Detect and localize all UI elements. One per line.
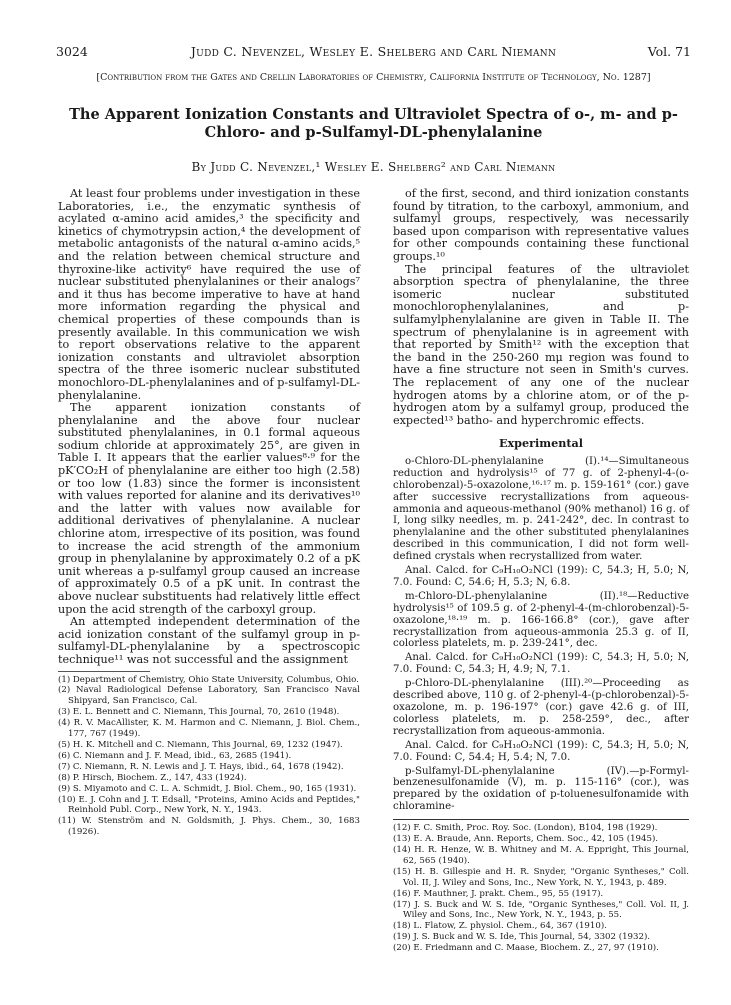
- footnote: (4) R. V. MacAllister, K. M. Harmon and C. Niemann, J. Biol. Chem., 177, 767 (1949).: [58, 718, 360, 740]
- footnote: (5) H. K. Mitchell and C. Niemann, This Journal, 69, 1232 (1947).: [58, 740, 343, 750]
- running-authors: Judd C. Nevenzel, Wesley E. Shelberg and Carl Niemann: [190, 44, 557, 59]
- experimental-section: [393, 456, 689, 813]
- footnote: (1) Department of Chemistry, Ohio State University, Columbus, Ohio.: [58, 674, 359, 685]
- footnote: (13) E. A. Braude, Ann. Reports, Chem. Soc., 42, 105 (1945).: [393, 834, 659, 845]
- footnotes-right: [393, 819, 689, 954]
- paragraph: An attempted independent determination of the acid ionization constant of the sulfamyl group in p-sulfamyl-DL-phenylalanine by a spectroscopic technique¹¹ was not successful and the assignment: [58, 615, 360, 666]
- footnote-divider: [58, 671, 150, 672]
- footnote: (10) E. J. Cohn and J. T. Edsall, "Proteins, Amino Acids and Peptides," Reinhold Publ. Corp., New York, N. Y., 1943.: [58, 794, 360, 816]
- footnote: (9) S. Miyamoto and C. L. A. Schmidt, J. Biol. Chem., 90, 165 (1931).: [58, 783, 357, 794]
- footnote: (7) C. Niemann, R. N. Lewis and J. T. Hays, ibid., 64, 1678 (1942).: [58, 761, 344, 772]
- footnote: (11) W. Stenström and N. Goldsmith, J. Phys. Chem., 30, 1683 (1926).: [58, 816, 360, 838]
- paragraph: o-Chloro-DL-phenylalanine (I).¹⁴—Simultaneous reduction and hydrolysis¹⁵ of 77 g. of 2-phenyl-4-(o-chlorobenzal)-5-oxazolone,¹⁶·¹⁷ m. p. 159-161° (cor.) gave after successive recrystallizations from aqueous-ammonia and aqueous-methanol (90% methanol) 16 g. of I, long silky needles, m. p. 241-242°, dec. In contrast to phenylalanine and the other substituted phenylalanines described in this communication, I did not form well-defined crystals when recrystallized from water.: [393, 455, 689, 563]
- paragraph: p-Sulfamyl-DL-phenylalanine (IV).—p-Formyl-benzenesulfonamide (V), m. p. 115-116° (cor.), was prepared by the oxidation of p-toluenesulfonamide with chloramine-: [393, 765, 689, 813]
- footnote: (18) L. Flatow, Z. physiol. Chem., 64, 367 (1910).: [393, 921, 607, 932]
- footnote: (2) Naval Radiological Defense Laboratory, San Francisco Naval Shipyard, San Francisco, Cal.: [58, 685, 360, 707]
- paragraph: At least four problems under investigation in these Laboratories, i.e., the enzymatic synthesis of acylated α-amino acid amides,³ the specificity and kinetics of chymotrypsin action,⁴ the development of metabolic antagonists of the natural α-amino acids,⁵ and the relation between chemical structure and thyroxine-like activity⁶ have required the use of nuclear substituted phenylalanines or their analogs⁷ and it thus has become imperative to have at hand more information regarding the physical and chemical properties of these compounds than is presently available. In this communication we wish to report observations relative to the apparent ionization constants and ultraviolet absorption spectra of the three isomeric nuclear substituted monochloro-DL-phenylalanines and of p-sulfamyl-DL-phenylalanine.: [58, 187, 360, 402]
- paragraph: The apparent ionization constants of phenylalanine and the above four nuclear substituted phenylalanines, in 0.1 formal aqueous sodium chloride at approximately 25°, are given in Table I. It appears that the earlier values⁸·⁹ for the pK′CO₂H of phenylalanine are either too high (2.58) or too low (1.83) since the former is inconsistent with values reported for alanine and its derivatives¹⁰ and the latter with values now available for additional derivatives of phenylalanine. A nuclear chlorine atom, irrespective of its position, was found to increase the acid strength of the ammonium group in phenylalanine by approximately 0.2 of a pK unit whereas a p-sulfamyl group caused an increase of approximately 0.5 of a pK unit. In contrast the above nuclear substituents had relatively little effect upon the acid strength of the carboxyl group.: [58, 401, 360, 616]
- section-heading: Experimental: [498, 436, 584, 451]
- analysis-line: Anal. Calcd. for C₉H₁₀O₂NCl (199): C, 54.3; H, 5.0; N, 7.0. Found: C, 54.4; H, 5.4; N, 7.0.: [393, 739, 689, 763]
- paragraph: of the first, second, and third ionization constants found by titration, to the carboxyl, ammonium, and sulfamyl groups, respectively, was necessarily based upon comparison with representative values for other compounds containing these functional groups.¹⁰: [393, 187, 689, 263]
- footnote: (3) E. L. Bennett and C. Niemann, This Journal, 70, 2610 (1948).: [58, 707, 340, 718]
- analysis-line: Anal. Calcd. for C₉H₁₀O₂NCl (199): C, 54.3; H, 5.0; N, 7.0. Found: C, 54.3; H, 4.9; N, 7.1.: [393, 652, 689, 676]
- article-title: The Apparent Ionization Constants and Ultraviolet Spectra of o-, m- and p-Chloro- and p-Sulfamyl-DL-phenylalanine: [69, 106, 678, 141]
- footnote: (12) F. C. Smith, Proc. Roy. Soc. (London), B104, 198 (1929).: [393, 823, 658, 834]
- footnote: (8) P. Hirsch, Biochem. Z., 147, 433 (1924).: [58, 772, 247, 783]
- footnote: (6) C. Niemann and J. F. Mead, ibid., 63, 2685 (1941).: [58, 750, 292, 761]
- right-column: [393, 188, 689, 954]
- contribution-note: [Contribution from the Gates and Crellin Laboratories of Chemistry, California Institute of Technology, No. 1287]: [96, 72, 651, 83]
- paragraph: The principal features of the ultraviolet absorption spectra of phenylalanine, the three isomeric nuclear substituted monochlorophenylalanines, and p-sulfamylphenylalanine are given in Table II. The spectrum of phenylalanine is in agreement with that reported by Smith¹² with the exception that the band in the 250-260 mμ region was found to have a fine structure not seen in Smith's curves. The replacement of any one of the nuclear hydrogen atoms by a chlorine atom, or of the p-hydrogen atom by a sulfamyl group, produced the expected¹³ batho- and hyperchromic effects.: [393, 262, 689, 427]
- footnote: (20) E. Friedmann and C. Maase, Biochem. Z., 27, 97 (1910).: [393, 943, 659, 954]
- footnote: (16) F. Mauthner, J. prakt. Chem., 95, 55 (1917).: [393, 888, 604, 899]
- left-column: [58, 188, 360, 838]
- footnote: (17) J. S. Buck and W. S. Ide, "Organic Syntheses," Coll. Vol. II, J. Wiley and Sons, Inc., New York, N. Y., 1943, p. 55.: [393, 899, 689, 921]
- paragraph: p-Chloro-DL-phenylalanine (III).²⁰—Proceeding as described above, 110 g. of 2-phenyl-4-(p-chlorobenzal)-5-oxazolone, m. p. 196-197° (cor.) gave 42.6 g. of III, colorless platelets, m. p. 258-259°, dec., after recrystallization from aqueous-ammonia.: [393, 678, 689, 737]
- analysis-line: Anal. Calcd. for C₉H₁₀O₂NCl (199): C, 54.3; H, 5.0; N, 7.0. Found: C, 54.6; H, 5.3; N, 6.8.: [393, 565, 689, 588]
- footnotes-left: [58, 675, 360, 839]
- footnote: (19) J. S. Buck and W. S. Ide, This Journal, 54, 3302 (1932).: [393, 932, 651, 943]
- page-number: 3024: [56, 44, 88, 59]
- paragraph: m-Chloro-DL-phenylalanine (II).¹⁸—Reductive hydrolysis¹⁵ of 109.5 g. of 2-phenyl-4-(m-chlorobenzal)-5-oxazolone,¹⁸·¹⁹ m. p. 166-166.8° (cor.), gave after recrystallization from aqueous-ammonia 25.3 g. of II, colorless platelets, m. p. 239-241°, dec.: [393, 590, 689, 650]
- footnote: (14) H. R. Henze, W. B. Whitney and M. A. Eppright, This Journal, 62, 565 (1940).: [393, 844, 689, 866]
- volume-label: Vol. 71: [647, 44, 691, 59]
- footnote: (15) H. B. Gillespie and H. R. Snyder, "Organic Syntheses," Coll. Vol. II, J. Wiley and Sons, Inc., New York, N. Y., 1943, p. 489.: [393, 866, 689, 888]
- byline: By Judd C. Nevenzel,¹ Wesley E. Shelberg² and Carl Niemann: [191, 160, 556, 174]
